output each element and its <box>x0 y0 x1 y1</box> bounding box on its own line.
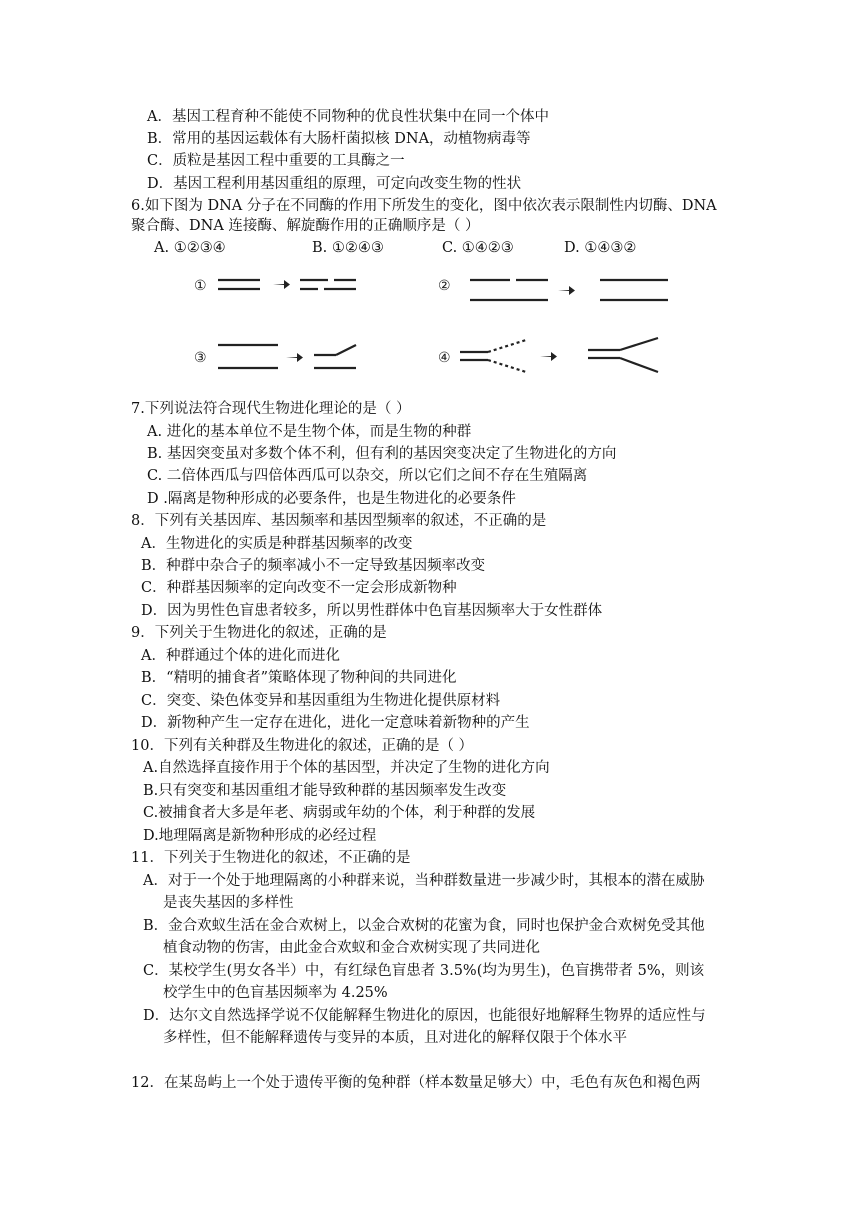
q11-option-b-line2: 植食动物的伤害，由此金合欢蚁和金合欢树实现了共同进化 <box>163 940 540 956</box>
q7-option-b: B. 基因突变虽对多数个体不利，但有利的基因突变决定了生物进化的方向 <box>147 446 617 462</box>
diagram-label-3: ③ <box>194 350 207 366</box>
q8-option-c: C．种群基因频率的定向改变不一定会形成新物种 <box>141 580 457 596</box>
q11-stem: 11．下列关于生物进化的叙述，不正确的是 <box>131 850 411 866</box>
q6-option-b: B. ①②④③ <box>312 240 384 256</box>
q5-option-a: A．基因工程育种不能使不同物种的优良性状集中在同一个体中 <box>147 109 549 125</box>
q11-option-c-line1: C．某校学生(男女各半）中，有红绿色盲患者 3.5%(均为男生)，色盲携带者 5%，则该 <box>143 963 705 979</box>
q7-stem: 7.下列说法符合现代生物进化理论的是（ ） <box>131 401 411 417</box>
q6-stem-line1: 6.如下图为 DNA 分子在不同酶的作用下所发生的变化，图中依次表示限制性内切酶、DNA <box>131 198 717 214</box>
q10-option-a: A.自然选择直接作用于个体的基因型，并决定了生物的进化方向 <box>143 760 550 776</box>
q7-option-c: C. 二倍体西瓜与四倍体西瓜可以杂交，所以它们之间不存在生殖隔离 <box>147 468 588 484</box>
q9-option-b: B．“精明的捕食者”策略体现了物种间的共同进化 <box>141 670 457 686</box>
q8-option-b: B．种群中杂合子的频率减小不一定导致基因频率改变 <box>141 558 486 574</box>
diagram-label-2: ② <box>438 278 451 294</box>
q10-option-c: C.被捕食者大多是年老、病弱或年幼的个体，利于种群的发展 <box>143 805 536 821</box>
q11-option-a-line1: A．对于一个处于地理隔离的小种群来说，当种群数量进一步减少时，其根本的潜在威胁 <box>143 873 705 889</box>
q10-stem: 10．下列有关种群及生物进化的叙述，正确的是（ ） <box>131 738 474 754</box>
q11-option-b-line1: B．金合欢蚁生活在金合欢树上，以金合欢树的花蜜为食，同时也保护金合欢树免受其他 <box>143 918 705 934</box>
q10-option-d: D.地理隔离是新物种形成的必经过程 <box>143 828 377 844</box>
q7-option-a: A. 进化的基本单位不是生物个体，而是生物的种群 <box>147 424 472 440</box>
diagram-label-1: ① <box>194 278 207 294</box>
diagram-label-4: ④ <box>438 350 451 366</box>
dna-enzyme-diagram <box>188 262 668 382</box>
q10-option-b: B.只有突变和基因重组才能导致种群的基因频率发生改变 <box>143 783 507 799</box>
q8-option-a: A．生物进化的实质是种群基因频率的改变 <box>141 536 413 552</box>
q9-option-d: D．新物种产生一定存在进化，进化一定意味着新物种的产生 <box>141 715 530 731</box>
q6-option-a: A. ①②③④ <box>154 240 226 256</box>
q9-option-c: C．突变、染色体变异和基因重组为生物进化提供原材料 <box>141 693 501 709</box>
q7-option-d: D .隔离是物种形成的必要条件，也是生物进化的必要条件 <box>147 491 516 507</box>
q5-option-b: B．常用的基因运载体有大肠杆菌拟核 DNA，动植物病毒等 <box>147 131 531 147</box>
q8-stem: 8．下列有关基因库、基因频率和基因型频率的叙述，不正确的是 <box>131 513 547 529</box>
q11-option-d-line1: D．达尔文自然选择学说不仅能解释生物进化的原因，也能很好地解释生物界的适应性与 <box>143 1008 706 1024</box>
q11-option-c-line2: 校学生中的色盲基因频率为 4.25% <box>163 985 388 1001</box>
q9-stem: 9．下列关于生物进化的叙述，正确的是 <box>131 625 387 641</box>
q6-option-d: D. ①④③② <box>564 240 637 256</box>
q8-option-d: D．因为男性色盲患者较多，所以男性群体中色盲基因频率大于女性群体 <box>141 603 603 619</box>
q12-stem: 12．在某岛屿上一个处于遗传平衡的兔种群（样本数量足够大）中，毛色有灰色和褐色两 <box>131 1075 701 1091</box>
q6-option-c: C. ①④②③ <box>442 240 514 256</box>
q9-option-a: A．种群通过个体的进化而进化 <box>141 648 340 664</box>
q6-stem-line2: 聚合酶、DNA 连接酶、解旋酶作用的正确顺序是（ ） <box>131 218 480 234</box>
q11-option-a-line2: 是丧失基因的多样性 <box>163 895 294 911</box>
q5-option-c: C．质粒是基因工程中重要的工具酶之一 <box>147 153 405 169</box>
q5-option-d: D．基因工程利用基因重组的原理，可定向改变生物的性状 <box>147 176 522 192</box>
q11-option-d-line2: 多样性，但不能解释遗传与变异的本质，且对进化的解释仅限于个体水平 <box>163 1030 627 1046</box>
